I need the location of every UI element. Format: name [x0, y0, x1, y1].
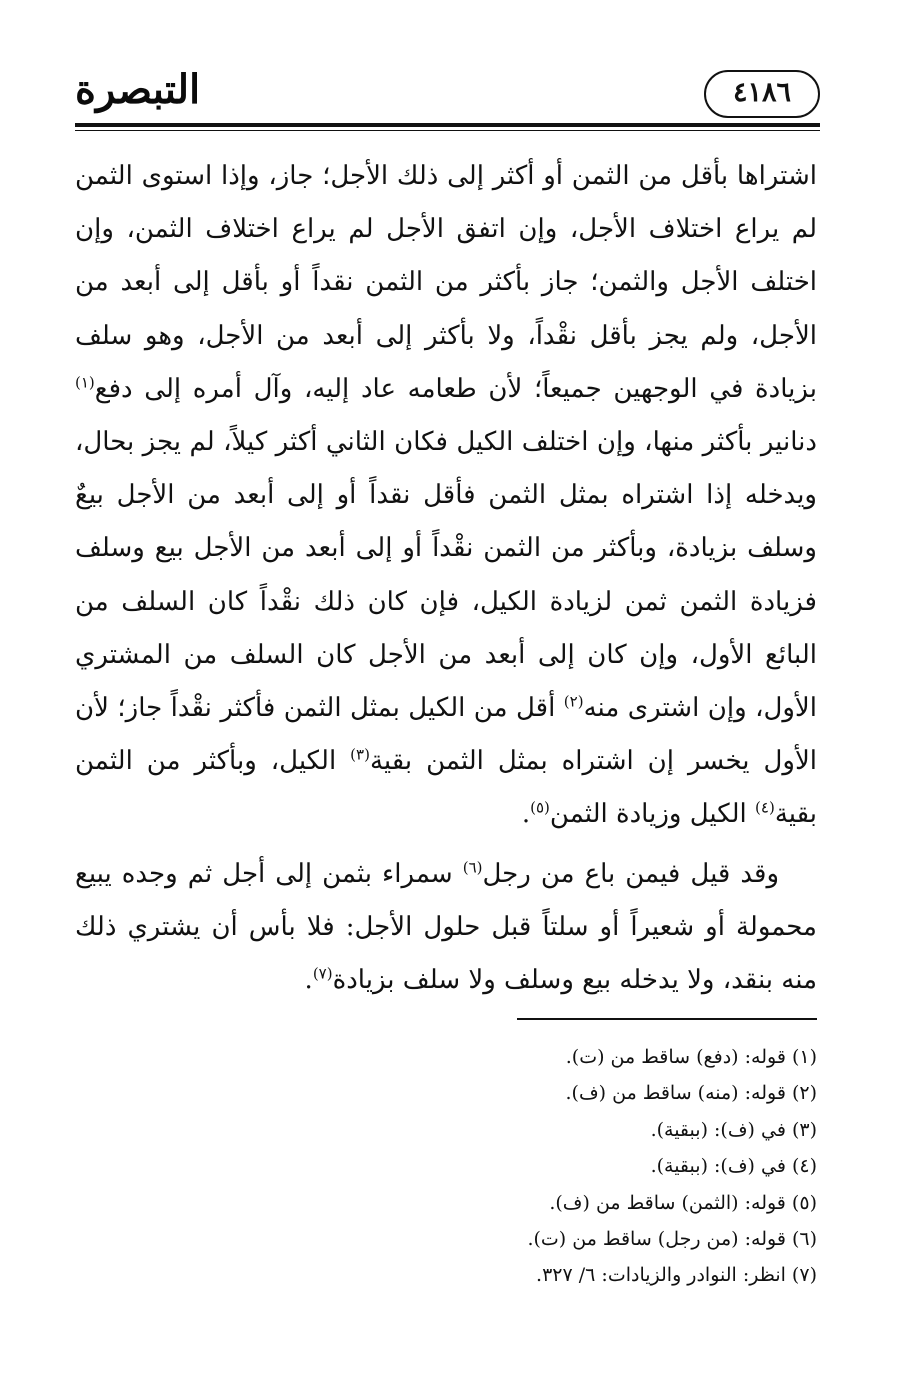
- footnote-separator: [517, 1018, 817, 1020]
- text-run: .: [304, 965, 313, 996]
- footnote-ref: (٣): [350, 745, 370, 764]
- header-rule: [75, 123, 820, 127]
- page-number: ٤١٨٦: [732, 77, 791, 108]
- footnote-ref: (٤): [755, 798, 775, 817]
- footnote-item: (٢) قوله: (منه) ساقط من (ف).: [565, 1082, 817, 1105]
- footnote-ref: (١): [75, 373, 95, 392]
- footnote-item: (٤) في (ف): (ببقية).: [650, 1155, 817, 1178]
- footnotes: [75, 1039, 817, 1294]
- running-header: [75, 58, 820, 128]
- text-run: دنانير بأكثر منها، وإن اختلف الكيل فكان الثاني أكثر كيلاً، لم يجز بحال، ويدخله إذا اشتراه بمثل الثمن فأقل نقداً أو إلى أبعد من الأجل بيعٌ وسلف بزيادة، وبأكثر من الثمن نقْداً أو إلى أبعد من الأجل بيع وسلف فزيادة الثمن ثمن لزيادة الكيل، فإن كان ذلك نقْداً كان السلف من البائع الأول، وإن كان إلى أبعد من الأجل كان السلف من المشتري الأول، وإن اشترى منه: [75, 427, 817, 724]
- footnote-item: (٦) قوله: (من رجل) ساقط من (ت).: [527, 1228, 817, 1251]
- text-run: وقد قيل فيمن باع من رجل: [482, 858, 780, 889]
- text-run: سمراء بثمن إلى أجل ثم وجده يبيع محمولة أو شعيراً أو سلتاً قبل حلول الأجل: فلا بأس أن يشتري ذلك منه بنقد، ولا يدخله بيع وسلف ولا سلف بزيادة: [75, 858, 817, 996]
- footnote-ref: (٥): [530, 798, 550, 817]
- footnote-ref: (٢): [563, 692, 584, 711]
- text-run: الكيل وزيادة الثمن: [549, 799, 756, 830]
- paragraph: [75, 848, 817, 1008]
- main-text: [75, 150, 817, 1007]
- paragraph: [75, 150, 817, 842]
- book-title: التبصرة: [75, 66, 201, 113]
- footnote-item: (٧) انظر: النوادر والزيادات: ٦/ ٣٢٧.: [536, 1264, 817, 1287]
- footnote-item: (٥) قوله: (الثمن) ساقط من (ف).: [549, 1191, 817, 1214]
- footnote-list: [75, 1039, 817, 1294]
- text-run: الكيل، وبأكثر من الثمن بقية: [75, 746, 817, 830]
- footnote-item: (٣) في (ف): (ببقية).: [650, 1118, 817, 1141]
- text-run: .: [521, 799, 531, 830]
- page-number-frame: [704, 70, 820, 118]
- text-run: أقل من الكيل بمثل الثمن فأكثر نقْداً جاز؛ لأن الأول يخسر إن اشتراه بمثل الثمن بقية: [75, 693, 817, 777]
- footnote-ref: (٧): [312, 964, 333, 983]
- footnote-ref: (٦): [462, 857, 483, 876]
- footnote-item: (١) قوله: (دفع) ساقط من (ت).: [565, 1046, 817, 1068]
- header-rule-thin: [75, 130, 820, 131]
- text-run: اشتراها بأقل من الثمن أو أكثر إلى ذلك الأجل؛ جاز، وإذا استوى الثمن لم يراع اختلاف الأجل، وإن اتفق الأجل لم يراع اختلاف الثمن، وإن اختلف الأجل والثمن؛ جاز بأكثر من الثمن نقداً أو بأقل إلى أبعد من الأجل، ولم يجز بأقل نقْداً، ولا بأكثر إلى أبعد من الأجل، وهو سلف بزيادة في الوجهين جميعاً؛ لأن طعامه عاد إليه، وآل أمره إلى دفع: [75, 161, 817, 404]
